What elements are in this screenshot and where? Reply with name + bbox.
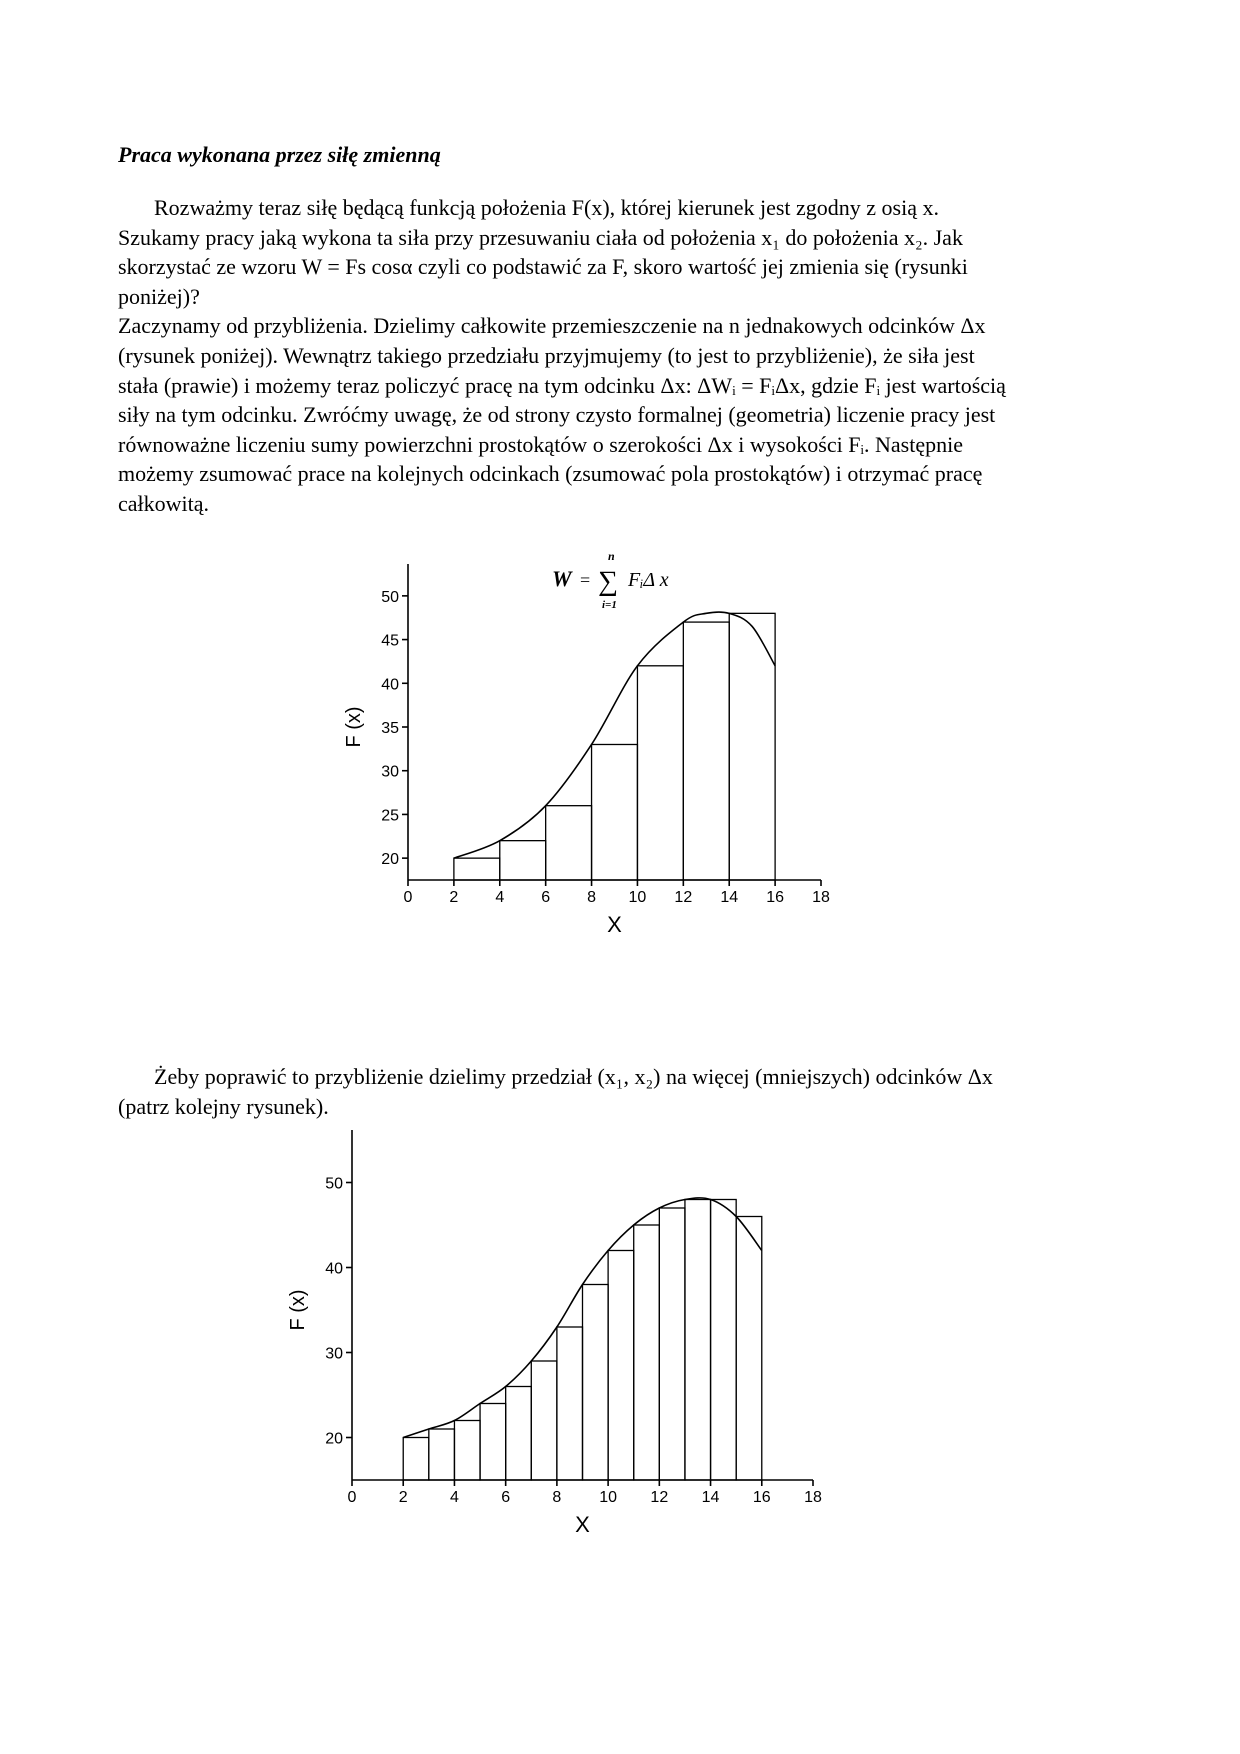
y-axis-label: F (x) [287,1289,309,1331]
formula-lhs: W [552,566,572,591]
x-tick-label: 6 [541,889,551,906]
text-line: skorzystać ze wzoru W = Fs cosα czyli co podstawić za F, skoro wartość jej zmienia się (rysunki [118,254,968,280]
x-tick-label: 0 [347,1489,357,1506]
bar-rect [736,1217,762,1481]
bar-rect [546,806,592,880]
bar-rect [403,1438,429,1481]
bar-rect [454,858,500,880]
y-tick-label: 25 [381,807,399,825]
formula-term: FᵢΔ x [628,569,669,591]
bar-rect [659,1208,685,1480]
bar-rect [480,1404,506,1481]
section-title: Praca wykonana przez siłę zmienną [118,142,441,167]
y-tick-label: 45 [381,632,399,650]
text-line: Zaczynamy od przybliżenia. Dzielimy całkowite przemieszczenie na n jednakowych odcinków Δx [118,313,986,339]
bar-rect [500,841,546,880]
text-line: poniżej)? [118,283,200,309]
bar-rect [531,1361,557,1480]
bar-rect [592,744,638,880]
x-tick-label: 10 [628,889,647,906]
x-tick-label: 14 [701,1489,720,1506]
x-tick-label: 16 [766,889,785,906]
text-line: stała (prawie) i możemy teraz policzyć pracę na tym odcinku Δx: ΔWᵢ = FᵢΔx, gdzie Fᵢ jest wartością [118,372,1006,398]
intro-paragraph [118,193,1128,519]
x-tick-label: 14 [720,889,739,906]
x-tick-label: 16 [752,1489,771,1506]
y-tick-label: 30 [381,763,399,781]
bar-rect [634,1225,660,1480]
text-line: (patrz kolejny rysunek). [118,1093,329,1119]
text-line: siły na tym odcinku. Zwróćmy uwagę, że od strony czysto formalnej (geometria) liczenie pracy jest [118,402,996,428]
sum-formula [540,548,710,618]
text-line: Rozważmy teraz siłę będącą funkcją położenia F(x), której kierunek jest zgodny z osią x. [154,195,939,220]
y-tick-label: 50 [325,1175,343,1193]
x-tick-label: 8 [587,889,597,906]
x-tick-label: 12 [650,1489,669,1506]
x-tick-label: 8 [552,1489,562,1506]
x-tick-label: 12 [674,889,693,906]
bar-rect [685,1200,711,1481]
x-axis-label: X [607,912,622,937]
bar-rect [583,1285,609,1481]
bar-rect [429,1429,455,1480]
x-tick-label: 2 [449,889,459,906]
text-line: (rysunek poniżej). Wewnątrz takiego przedziału przyjmujemy (to jest to przybliżenie), że siła jest [118,342,975,368]
formula-upper-limit: n [608,549,615,563]
bar-rect [454,1421,480,1481]
y-tick-label: 35 [381,720,399,737]
bar-rect [557,1327,583,1480]
formula-lower-limit: i=1 [602,599,617,611]
text-line: możemy zsumować prace na kolejnych odcinkach (zsumować pola prostokątów) i otrzymać pracę [118,461,983,487]
y-axis-label: F (x) [343,706,365,748]
text-line: Szukamy pracy jaką wykona ta siła przy przesuwaniu ciała od położenia x₁ do położenia x₂. Jak [118,224,963,250]
x-tick-label: 4 [495,889,505,906]
chart-fine-approximation [287,1125,940,1555]
bar-rect [683,622,729,880]
text-line: równoważne liczeniu sumy powierzchni prostokątów o szerokości Δx i wysokości Fᵢ. Następnie [118,431,964,457]
x-tick-label: 18 [812,889,830,906]
force-curve-line [454,612,775,858]
bar-rect [506,1387,532,1481]
y-tick-label: 50 [381,588,399,606]
x-tick-label: 6 [501,1489,511,1506]
formula-sum-sign: ∑ [598,566,618,597]
x-tick-label: 18 [804,1489,822,1506]
x-tick-label: 2 [398,1489,408,1506]
y-tick-label: 30 [325,1345,343,1363]
y-tick-label: 20 [325,1430,343,1448]
x-tick-label: 4 [449,1489,459,1506]
y-tick-label: 20 [381,851,399,869]
bar-rect [711,1200,737,1481]
y-tick-label: 40 [325,1260,343,1278]
text-line: całkowitą. [118,490,210,516]
formula-equals: = [580,570,591,590]
text-line: Żeby poprawić to przybliżenie dzielimy przedział (x₁, x₂) na więcej (mniejszych) odcinków Δx [154,1064,993,1089]
bar-rect [608,1251,634,1481]
x-axis-label: X [575,1512,590,1537]
bar-rect [637,666,683,880]
x-tick-label: 0 [403,889,413,906]
x-tick-label: 10 [599,1489,618,1506]
second-paragraph [118,1062,1128,1121]
y-tick-label: 40 [381,676,399,694]
